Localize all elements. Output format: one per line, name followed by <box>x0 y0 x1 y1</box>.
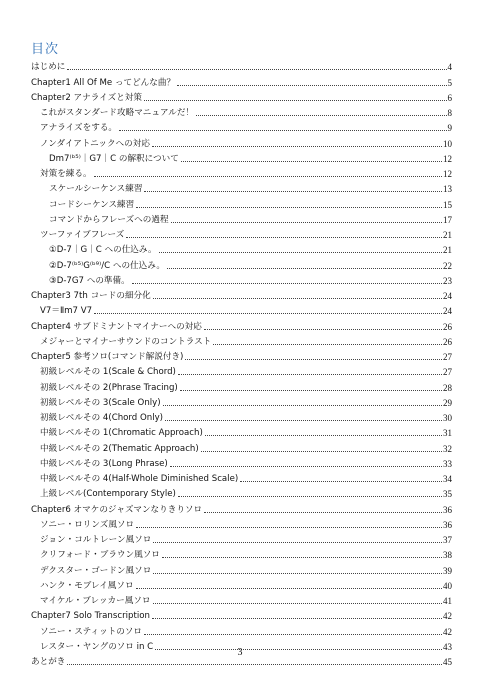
toc-entry[interactable] <box>31 271 452 286</box>
toc-entry-page: 32 <box>443 443 452 454</box>
toc-entry-page: 22 <box>443 260 452 271</box>
toc-entry-title: デクスター・ゴードン風ソロ <box>40 565 152 576</box>
toc-leader-dots <box>170 465 442 467</box>
toc-entry[interactable] <box>31 499 452 514</box>
toc-entry-title: ②D-7⁽ᵇ⁵⁾G⁽ᵇ⁹⁾/C への仕込み。 <box>49 260 165 271</box>
toc-entry-title: Chapter4 サブドミナントマイナーへの対応 <box>31 321 202 332</box>
toc-leader-dots <box>159 251 442 253</box>
toc-entry[interactable] <box>31 332 452 347</box>
toc-entry-page: 33 <box>443 458 452 469</box>
toc-entry-title: ハンク・モブレイ風ソロ <box>40 580 134 591</box>
toc-entry-title: ソニー・ロリンズ風ソロ <box>40 519 135 530</box>
toc-entry-title: レスター・ヤングのソロ in C <box>40 641 154 652</box>
toc-leader-dots <box>171 221 442 223</box>
toc-entry[interactable] <box>31 606 452 621</box>
toc-entry-page: 10 <box>443 138 452 149</box>
toc-entry[interactable] <box>31 408 452 423</box>
toc-leader-dots <box>136 587 442 589</box>
toc-leader-dots <box>177 84 446 86</box>
toc-entry-title: 初級レベルその 1(Scale & Chord) <box>40 367 176 378</box>
toc-entry-page: 38 <box>443 550 452 561</box>
toc-entry-title: Dm7⁽ᵇ⁵⁾｜G7｜C の解釈について <box>49 153 179 164</box>
toc-leader-dots <box>136 206 442 208</box>
toc-entry-title: 中級レベルその 3(Long Phrase) <box>40 458 168 469</box>
toc-leader-dots <box>178 373 442 375</box>
toc-entry[interactable] <box>31 316 452 331</box>
toc-entry-title: 中級レベルその 1(Chromatic Approach) <box>40 428 203 439</box>
toc-entry-title: 初級レベルその 4(Chord Only) <box>40 413 164 423</box>
toc-entry-page: 43 <box>443 641 452 652</box>
toc-leader-dots <box>185 358 442 360</box>
toc-leader-dots <box>67 68 446 70</box>
toc-entry-title: メジャーとマイナーサウンドのコントラスト <box>40 336 212 347</box>
toc-leader-dots <box>204 511 442 513</box>
toc-entry-page: 39 <box>443 565 452 576</box>
toc-entry-page: 12 <box>443 153 452 164</box>
toc-entry[interactable] <box>31 560 452 575</box>
toc-leader-dots <box>204 328 442 330</box>
toc-entry-title: ③D-7G7 への準備。 <box>49 275 130 286</box>
toc-entry-page: 6 <box>447 92 452 103</box>
toc-entry-page: 36 <box>443 519 452 530</box>
toc-leader-dots <box>178 495 442 497</box>
toc-entry-title: ソニー・スティットのソロ <box>40 626 142 637</box>
toc-entry-title: コードシーケンス練習 <box>49 199 135 210</box>
toc-leader-dots <box>213 343 442 345</box>
toc-entry-page: 21 <box>443 230 452 240</box>
toc-entry-page: 9 <box>447 123 452 134</box>
toc-entry-title: ノンダイアトニックへの対応 <box>40 138 150 149</box>
toc-entry[interactable] <box>31 72 452 87</box>
toc-entry-page: 45 <box>443 657 452 667</box>
toc-entry-title: 中級レベルその 2(Thematic Approach) <box>40 443 199 454</box>
toc-entry[interactable] <box>31 438 452 453</box>
toc-entry-title: 上級レベル(Contemporary Style) <box>40 489 176 500</box>
toc-leader-dots <box>153 572 442 574</box>
toc-entry-page: 35 <box>443 489 452 500</box>
toc-leader-dots <box>144 99 447 101</box>
toc-leader-dots <box>180 389 442 391</box>
toc-entry-page: 36 <box>443 504 452 515</box>
toc-entry-title: 初級レベルその 2(Phrase Tracing) <box>40 382 178 393</box>
toc-entry[interactable] <box>31 347 452 362</box>
toc-entry-title: はじめに <box>31 62 66 73</box>
toc-entry-page: 29 <box>443 397 452 408</box>
toc-entry-title: マイケル・ブレッカー風ソロ <box>40 596 151 606</box>
toc-heading: 目次 <box>31 42 60 57</box>
toc-entry[interactable] <box>31 454 452 469</box>
toc-leader-dots <box>196 114 446 116</box>
toc-entry-page: 17 <box>443 214 452 225</box>
toc-entry-title: Chapter7 Solo Transcription <box>31 611 150 622</box>
toc-entry[interactable] <box>31 225 452 240</box>
toc-entry[interactable] <box>31 118 452 133</box>
toc-entry[interactable] <box>31 621 452 636</box>
toc-entry-page: 12 <box>443 169 452 179</box>
toc-entry-page: 27 <box>443 352 452 362</box>
toc-entry-page: 42 <box>443 611 452 622</box>
toc-entry[interactable] <box>31 103 452 118</box>
toc-entry-page: 31 <box>443 428 452 439</box>
toc-entry-title: 中級レベルその 4(Half-Whole Diminished Scale) <box>40 474 239 484</box>
toc-entry-page: 5 <box>447 77 452 88</box>
toc-entry-title: ジョン・コルトレーン風ソロ <box>40 535 152 545</box>
toc-leader-dots <box>144 190 442 192</box>
toc-entry-page: 41 <box>443 596 452 606</box>
toc-leader-dots <box>240 480 442 482</box>
table-of-contents <box>31 57 452 667</box>
toc-entry[interactable] <box>31 164 452 179</box>
toc-entry-page: 28 <box>443 382 452 393</box>
toc-entry[interactable] <box>31 423 452 438</box>
toc-entry[interactable] <box>31 240 452 255</box>
toc-entry[interactable] <box>31 194 452 209</box>
toc-entry-title: あとがき <box>31 657 66 667</box>
toc-entry[interactable] <box>31 362 452 377</box>
toc-entry-title: 初級レベルその 3(Scale Only) <box>40 397 161 408</box>
toc-leader-dots <box>153 297 442 299</box>
toc-leader-dots <box>181 160 442 162</box>
toc-leader-dots <box>144 633 442 635</box>
toc-entry-page: 26 <box>443 321 452 332</box>
toc-leader-dots <box>153 602 442 604</box>
toc-leader-dots <box>163 404 442 406</box>
toc-entry-page: 15 <box>443 199 452 210</box>
toc-entry[interactable] <box>31 210 452 225</box>
toc-leader-dots <box>153 541 442 543</box>
toc-entry-title: Chapter5 参考ソロ(コマンド解説付き) <box>31 352 184 362</box>
toc-entry[interactable] <box>31 255 452 270</box>
toc-entry-page: 26 <box>443 336 452 347</box>
toc-entry-title: スケールシーケンス練習 <box>49 184 143 195</box>
toc-leader-dots <box>132 282 442 284</box>
toc-leader-dots <box>67 663 442 665</box>
toc-leader-dots <box>136 526 442 528</box>
toc-leader-dots <box>205 434 442 436</box>
toc-leader-dots <box>201 450 442 452</box>
toc-entry[interactable] <box>31 515 452 530</box>
toc-leader-dots <box>162 556 442 558</box>
toc-entry-page: 13 <box>443 184 452 195</box>
toc-entry[interactable] <box>31 133 452 148</box>
toc-entry-page: 24 <box>443 306 452 317</box>
toc-entry-page: 34 <box>443 474 452 484</box>
toc-entry-title: Chapter3 7th コードの細分化 <box>31 291 151 301</box>
toc-entry[interactable] <box>31 469 452 484</box>
toc-entry-page: 27 <box>443 367 452 378</box>
toc-entry-page: 23 <box>443 275 452 286</box>
toc-entry-title: 対策を練る。 <box>40 169 92 179</box>
toc-entry-title: アナライズをする。 <box>40 123 118 134</box>
toc-entry[interactable] <box>31 484 452 499</box>
toc-entry[interactable] <box>31 530 452 545</box>
toc-entry-page: 4 <box>447 62 452 73</box>
page-number: 3 <box>237 647 243 658</box>
toc-entry-page: 40 <box>443 580 452 591</box>
toc-entry-page: 30 <box>443 413 452 423</box>
toc-leader-dots <box>94 312 442 314</box>
toc-entry-page: 24 <box>443 291 452 301</box>
toc-entry-title: コマンドからフレーズへの過程 <box>49 214 169 225</box>
toc-entry-page: 42 <box>443 626 452 637</box>
toc-entry-title: ①D-7｜G｜C への仕込み。 <box>49 245 157 256</box>
toc-entry[interactable] <box>31 88 452 103</box>
toc-entry[interactable] <box>31 377 452 392</box>
toc-leader-dots <box>152 617 442 619</box>
toc-leader-dots <box>94 175 442 177</box>
toc-entry[interactable] <box>31 591 452 606</box>
toc-entry-title: これがスタンダード攻略マニュアルだ！ <box>40 108 195 118</box>
toc-leader-dots <box>119 129 446 131</box>
toc-entry-page: 8 <box>447 108 452 118</box>
toc-entry[interactable] <box>31 545 452 560</box>
toc-leader-dots <box>152 145 442 147</box>
toc-entry[interactable] <box>31 149 452 164</box>
toc-entry-title: Chapter1 All Of Me ってどんな曲？ <box>31 77 176 88</box>
toc-entry-title: Chapter2 アナライズと対策 <box>31 92 142 103</box>
toc-entry[interactable] <box>31 576 452 591</box>
toc-entry-title: V7＝Ⅱm7 V7 <box>40 306 93 317</box>
toc-entry[interactable] <box>31 286 452 301</box>
toc-entry-page: 21 <box>443 245 452 256</box>
toc-entry[interactable] <box>31 301 452 316</box>
toc-entry[interactable] <box>31 179 452 194</box>
toc-entry-title: クリフォード・ブラウン風ソロ <box>40 550 160 561</box>
toc-entry[interactable] <box>31 57 452 72</box>
toc-leader-dots <box>165 419 442 421</box>
toc-entry-title: Chapter6 オマケのジャズマンなりきりソロ <box>31 504 203 515</box>
toc-leader-dots <box>126 236 442 238</box>
toc-entry-page: 37 <box>443 535 452 545</box>
toc-leader-dots <box>167 267 442 269</box>
toc-entry[interactable] <box>31 393 452 408</box>
toc-entry-title: ツーファイブフレーズ <box>40 230 125 240</box>
